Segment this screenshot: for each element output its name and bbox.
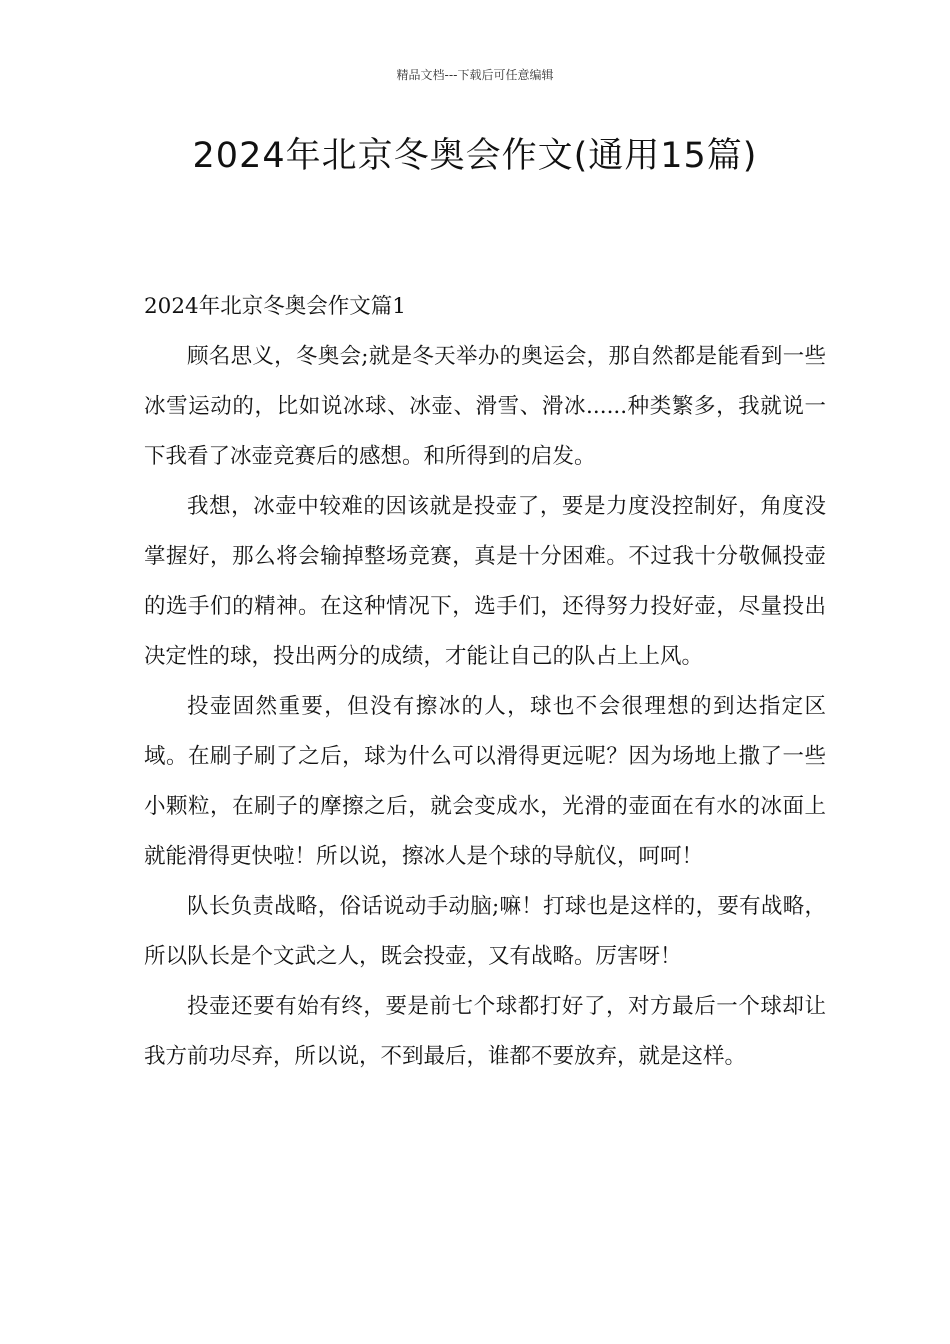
paragraph: 队长负责战略，俗话说动手动脑;嘛！打球也是这样的，要有战略，所以队长是个文武之人，既会投壶，又有战略。厉害呀！ <box>144 894 826 969</box>
paragraph: 顾名思义，冬奥会;就是冬天举办的奥运会，那自然都是能看到一些冰雪运动的，比如说冰球、冰壶、滑雪、滑冰......种类繁多，我就说一下我看了冰壶竞赛后的感想。和所得到的启发。 <box>144 344 826 469</box>
document-body <box>144 282 826 1082</box>
paragraph: 投壶还要有始有终，要是前七个球都打好了，对方最后一个球却让我方前功尽弃，所以说，不到最后，谁都不要放弃，就是这样。 <box>144 994 826 1069</box>
document-title: 2024年北京冬奥会作文(通用15篇) <box>192 136 758 176</box>
paragraph: 我想，冰壶中较难的因该就是投壶了，要是力度没控制好，角度没掌握好，那么将会输掉整场竞赛，真是十分困难。不过我十分敬佩投壶的选手们的精神。在这种情况下，选手们，还得努力投好壶，尽量投出决定性的球，投出两分的成绩，才能让自己的队占上上风。 <box>144 494 826 669</box>
header-note: 精品文档---下载后可任意编辑 <box>396 68 554 82</box>
paragraph: 投壶固然重要，但没有擦冰的人，球也不会很理想的到达指定区域。在刷子刷了之后，球为什么可以滑得更远呢？因为场地上撒了一些小颗粒，在刷子的摩擦之后，就会变成水，光滑的壶面在有水的冰面上就能滑得更快啦！所以说，擦冰人是个球的导航仪，呵呵！ <box>144 694 826 869</box>
section-heading: 2024年北京冬奥会作文篇1 <box>144 294 406 319</box>
